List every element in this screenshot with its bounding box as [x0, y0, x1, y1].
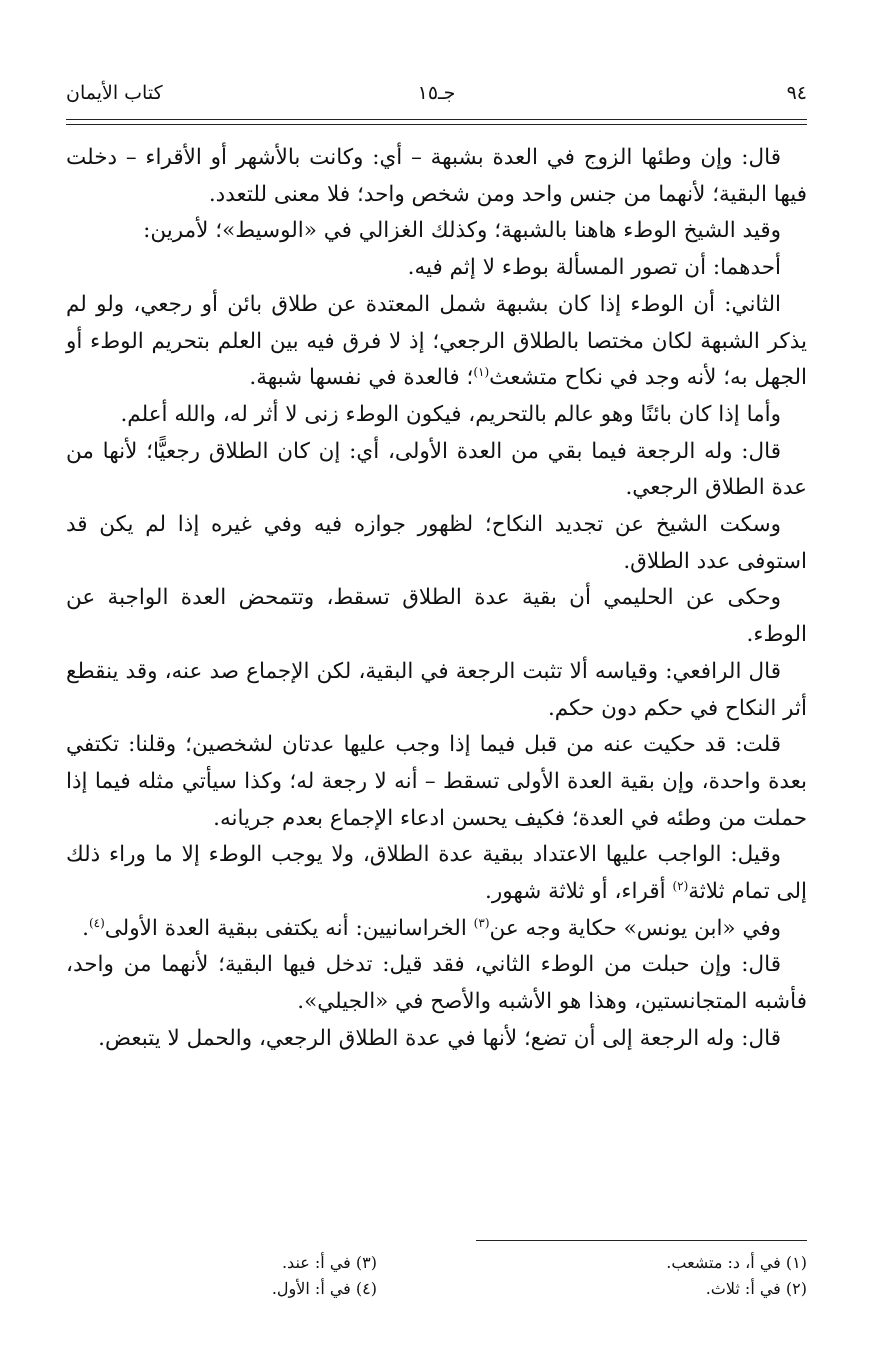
paragraph: وقيل: الواجب عليها الاعتداد ببقية عدة الطلاق، ولا يوجب الوطء إلا ما وراء ذلك إلى تمام ثلاثة$^{(٢)}$ أقراء، أو ثلاثة شهور.	[66, 842, 807, 905]
header-rule	[66, 119, 807, 120]
paragraph: الثاني: أن الوطء إذا كان بشبهة شمل المعتدة عن طلاق بائن أو رجعي، ولو لم يذكر الشبهة لكان مختصا بالطلاق الرجعي؛ إذ لا فرق فيه بين العلم بتحريم الوطء أو الجهل به؛ لأنه وجد في نكاح متشعث$^{(١)}$؛ فالعدة في نفسها شبهة.	[66, 291, 807, 391]
footnotes	[66, 1250, 807, 1330]
volume-label: جـ١٥	[417, 82, 456, 104]
running-header	[66, 82, 807, 116]
footnote: (٢) في أ: ثلاث.	[705, 1279, 807, 1298]
footnote-marker: (١)	[473, 365, 490, 380]
paragraph: وفي «ابن يونس» حكاية وجه عن$^{(٣)}$ الخراسانيين: أنه يكتفى ببقية العدة الأولى$^{(٤)}$.	[82, 915, 781, 941]
footnote-separator	[476, 1240, 807, 1241]
paragraph: وأما إذا كان بائنًا وهو عالم بالتحريم، فيكون الوطء زنى لا أثر له، والله أعلم.	[120, 401, 781, 427]
paragraph: قال: وإن حبلت من الوطء الثاني، فقد قيل: تدخل فيها البقية؛ لأنهما من واحد، فأشبه المتجانستين، وهذا هو الأشبه والأصح في «الجيلي».	[66, 952, 807, 1015]
book-title: كتاب الأيمان	[66, 82, 163, 104]
paragraph: قلت: قد حكيت عنه من قبل فيما إذا وجب عليها عدتان لشخصين؛ وقلنا: تكتفي بعدة واحدة، وإن بقية العدة الأولى تسقط – أنه لا رجعة له؛ وكذا سيأتي مثله فيما إذا حملت من وطئه في العدة؛ فكيف يحسن ادعاء الإجماع بعدم جريانه.	[66, 732, 807, 831]
paragraph: قال: وله الرجعة فيما بقي من العدة الأولى، أي: إن كان الطلاق رجعيًّا؛ لأنها من عدة الطلاق الرجعي.	[66, 438, 807, 501]
paragraph: قال: وله الرجعة إلى أن تضع؛ لأنها في عدة الطلاق الرجعي، والحمل لا يتبعض.	[98, 1025, 781, 1051]
paragraph: وحكى عن الحليمي أن بقية عدة الطلاق تسقط، وتتمحض العدة الواجبة عن الوطء.	[66, 585, 807, 648]
paragraph: وقيد الشيخ الوطء هاهنا بالشبهة؛ وكذلك الغزالي في «الوسيط»؛ لأمرين:	[143, 218, 781, 244]
footnote-column-right	[437, 1250, 807, 1302]
footnote: (٣) في أ: عند.	[281, 1253, 377, 1272]
paragraph: قال: وإن وطئها الزوج في العدة بشبهة – أي: وكانت بالأشهر أو الأقراء – دخلت فيها البقية؛ لأنهما من جنس واحد ومن شخص واحد؛ فلا معنى للتعدد.	[66, 145, 807, 207]
footnote: (١) في أ، د: متشعب.	[666, 1253, 807, 1272]
footnote-marker: (٢)	[672, 878, 689, 893]
footnote-column-left	[7, 1250, 377, 1302]
main-text	[66, 140, 807, 1058]
paragraph: وسكت الشيخ عن تجديد النكاح؛ لظهور جوازه فيه وفي غيره إذا لم يكن قد استوفى عدد الطلاق.	[66, 512, 807, 574]
header-rule-secondary	[66, 124, 807, 125]
paragraph: قال الرافعي: وقياسه ألا تثبت الرجعة في البقية، لكن الإجماع صد عنه، وقد ينقطع أثر النكاح في حكم دون حكم.	[66, 658, 807, 721]
paragraph: أحدهما: أن تصور المسألة بوطء لا إثم فيه.	[407, 255, 781, 281]
footnote: (٤) في أ: الأول.	[271, 1279, 377, 1298]
footnote-marker: (٣)	[473, 915, 490, 930]
page-number: ٩٤	[786, 82, 807, 104]
footnote-marker: (٤)	[88, 915, 105, 930]
